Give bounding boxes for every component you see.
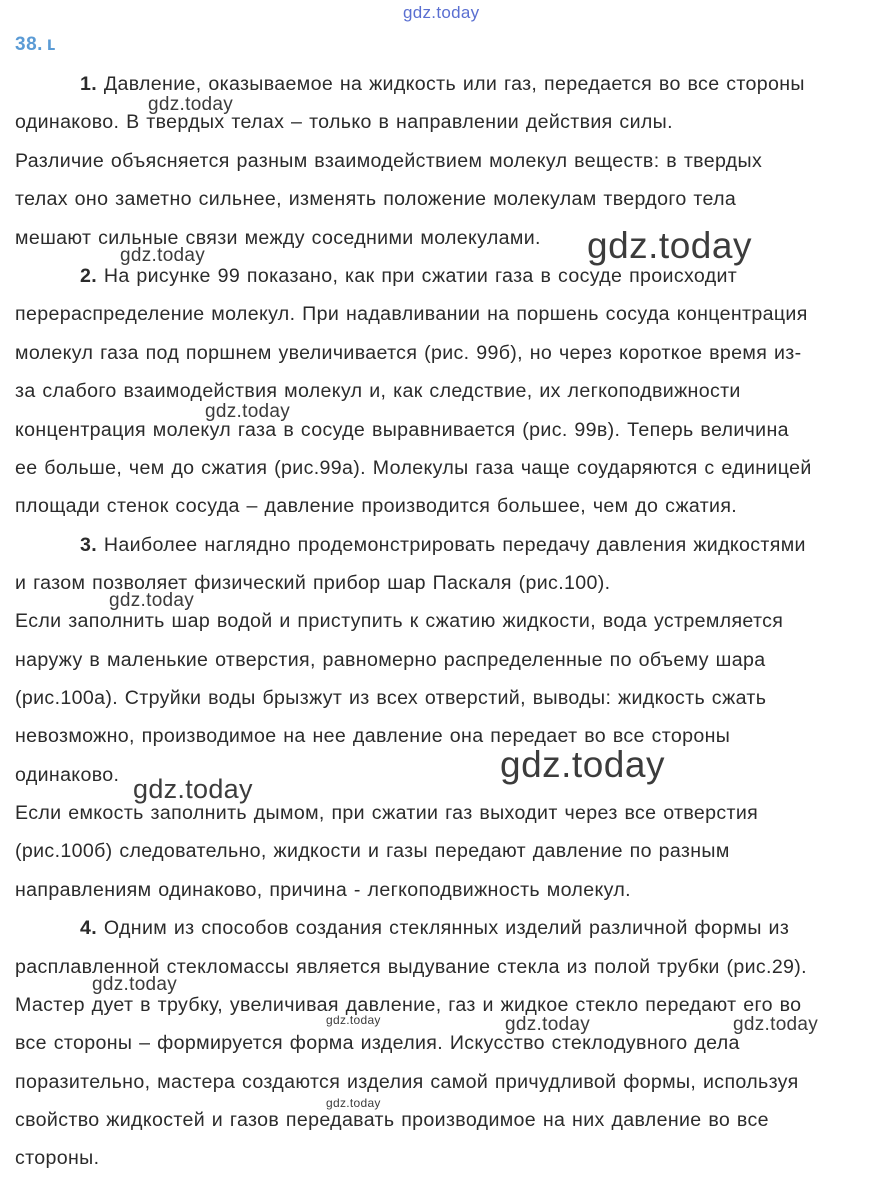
watermark: gdz.today (733, 1014, 819, 1035)
exercise-mark: ʟ (46, 34, 57, 55)
line-text: мешают сильные связи между соседними молекулами. (15, 227, 541, 249)
text-line (15, 149, 762, 173)
line-text: стороны. (15, 1147, 100, 1169)
text-line (15, 341, 802, 365)
item-number: 1. (80, 73, 98, 95)
text-line (15, 1108, 769, 1132)
line-text: (рис.100б) следовательно, жидкости и газы передают давление по разным (15, 840, 730, 862)
watermark: gdz.today (148, 94, 234, 115)
line-text: телах оно заметно сильнее, изменять положение молекулам твердого тела (15, 188, 737, 210)
text-line (15, 1070, 799, 1094)
text-line (15, 187, 736, 211)
line-text: за слабого взаимодействия молекул и, как следствие, их легкоподвижности (15, 380, 741, 402)
item-number: 4. (80, 917, 98, 939)
line-text: поразительно, мастера создаются изделия самой причудливой формы, используя (15, 1071, 799, 1093)
text-line (15, 418, 789, 442)
paragraph-start-line (80, 533, 806, 557)
line-text: Одним из способов создания стеклянных изделий различной формы из (97, 917, 790, 939)
text-line (15, 1031, 740, 1055)
line-text: концентрация молекул газа в сосуде выравнивается (рис. 99в). Теперь величина (15, 419, 789, 441)
text-line (15, 1146, 99, 1170)
text-line (15, 110, 673, 134)
line-text: расплавленной стекломассы является выдувание стекла из полой трубки (рис.29). (15, 956, 807, 978)
watermark: gdz.today (120, 245, 206, 266)
text-line (15, 878, 631, 902)
line-text: наружу в маленькие отверстия, равномерно распределенные по объему шара (15, 649, 766, 671)
watermark: gdz.today (587, 225, 752, 266)
text-line (15, 226, 541, 250)
line-text: Если емкость заполнить дымом, при сжатии газ выходит через все отверстия (15, 802, 759, 824)
paragraph-start-line (80, 72, 805, 96)
line-text: (рис.100а). Струйки воды брызжут из всех отверстий, выводы: жидкость сжать (15, 687, 767, 709)
line-text: и газом позволяет физический прибор шар Паскаля (рис.100). (15, 572, 611, 594)
watermark: gdz.today (133, 774, 253, 804)
text-line (15, 302, 808, 326)
line-text: Наиболее наглядно продемонстрировать передачу давления жидкостями (97, 534, 806, 556)
text-line (15, 609, 783, 633)
text-line (15, 648, 765, 672)
line-text: Различие объясняется разным взаимодействием молекул веществ: в твердых (15, 150, 763, 172)
line-text: На рисунке 99 показано, как при сжатии газа в сосуде происходит (97, 265, 738, 287)
line-text: Если заполнить шар водой и приступить к сжатию жидкости, вода устремляется (15, 610, 784, 632)
watermark: gdz.today (403, 3, 480, 22)
watermark: gdz.today (500, 744, 665, 785)
line-text: ее больше, чем до сжатия (рис.99а). Молекулы газа чаще соударяются с единицей (15, 457, 812, 479)
line-text: Мастер дует в трубку, увеличивая давление, газ и жидкое стекло передают его во (15, 994, 802, 1016)
line-text: невозможно, производимое на нее давление она передает во все стороны (15, 725, 731, 747)
item-number: 2. (80, 265, 98, 287)
watermark: gdz.today (326, 1013, 381, 1027)
text-line (15, 456, 812, 480)
line-text: одинаково. (15, 764, 120, 786)
line-text: все стороны – формируется форма изделия. Искусство стеклодувного дела (15, 1032, 740, 1054)
text-line (15, 571, 610, 595)
watermark: gdz.today (326, 1096, 381, 1110)
line-text: направлениям одинаково, причина - легкоподвижность молекул. (15, 879, 631, 901)
paragraph-start-line (80, 916, 789, 940)
line-text: молекул газа под поршнем увеличивается (рис. 99б), но через короткое время из- (15, 342, 802, 364)
exercise-number: 38. (15, 34, 43, 55)
line-text: Давление, оказываемое на жидкость или газ, передается во все стороны (97, 73, 805, 95)
item-number: 3. (80, 534, 98, 556)
line-text: одинаково. В твердых телах – только в направлении действия силы. (15, 111, 673, 133)
text-line (15, 993, 801, 1017)
text-line (15, 801, 758, 825)
watermark: gdz.today (109, 590, 195, 611)
watermark: gdz.today (505, 1014, 591, 1035)
watermark: gdz.today (205, 401, 291, 422)
line-text: свойство жидкостей и газов передавать производимое на них давление во все (15, 1109, 769, 1131)
text-line (15, 379, 741, 403)
text-line (15, 839, 730, 863)
line-text: площади стенок сосуда – давление производится большее, чем до сжатия. (15, 495, 738, 517)
text-line (15, 763, 119, 787)
paragraph-start-line (80, 264, 737, 288)
text-line (15, 494, 737, 518)
section-heading (15, 34, 56, 56)
line-text: перераспределение молекул. При надавливании на поршень сосуда концентрация (15, 303, 808, 325)
text-line (15, 686, 766, 710)
watermark: gdz.today (92, 974, 178, 995)
